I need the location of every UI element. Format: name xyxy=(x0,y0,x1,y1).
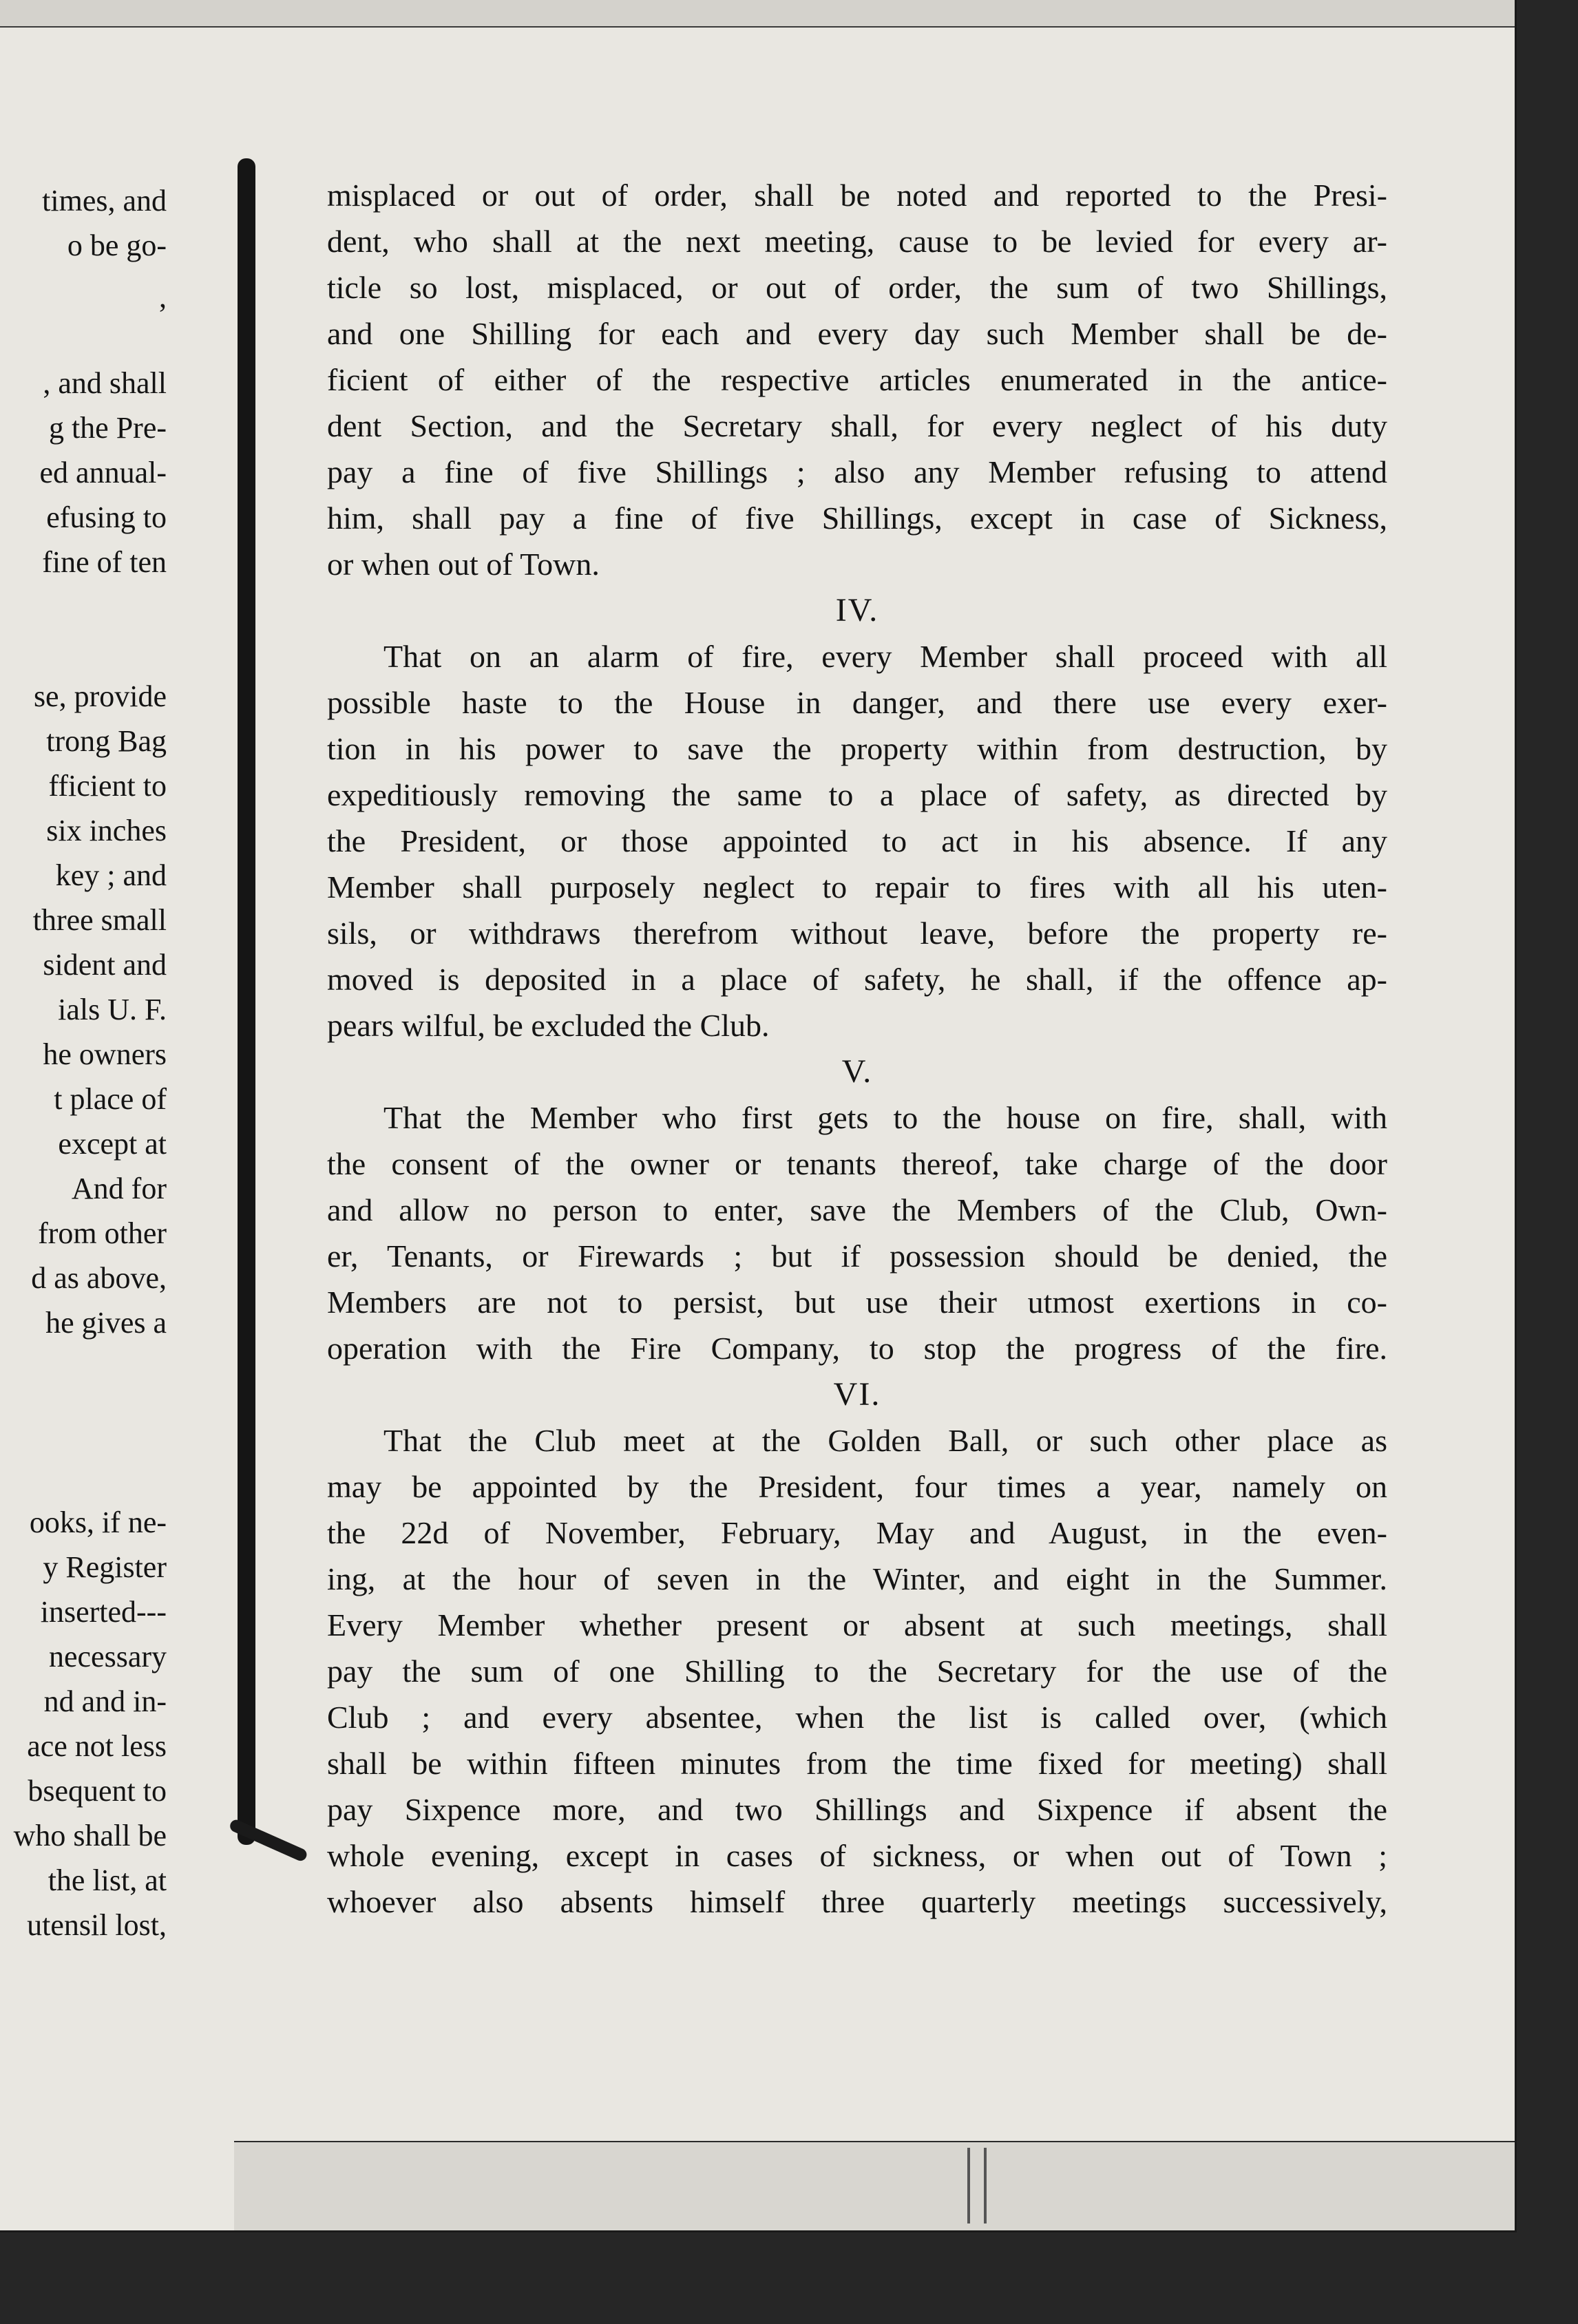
left-column-line: three small xyxy=(32,903,167,937)
text-line: Member shall purposely neglect to repair to fires with all his uten- xyxy=(327,869,1387,905)
left-column-line: trong Bag xyxy=(46,724,167,758)
main-text-column xyxy=(327,172,1387,1925)
top-page-edge xyxy=(0,0,1515,28)
left-column-line: six inches xyxy=(46,814,167,847)
section-heading: VI. xyxy=(833,1376,881,1413)
text-line: That the Club meet at the Golden Ball, or such other place as xyxy=(383,1423,1387,1458)
text-line: dent, who shall at the next meeting, cause to be levied for every ar- xyxy=(327,224,1387,259)
text-line: shall be within fifteen minutes from the time fixed for meeting) shall xyxy=(327,1746,1387,1781)
left-column-line: utensil lost, xyxy=(27,1908,167,1942)
text-line: Members are not to persist, but use their utmost exertions in co- xyxy=(327,1285,1387,1320)
section-heading: IV. xyxy=(835,592,879,628)
text-line: possible haste to the House in danger, and there use every exer- xyxy=(327,685,1387,720)
text-line: Club ; and every absentee, when the list is called over, (which xyxy=(327,1700,1387,1735)
left-column-line: ace not less xyxy=(27,1729,167,1763)
section-heading: V. xyxy=(841,1053,873,1090)
text-line: That on an alarm of fire, every Member shall proceed with all xyxy=(383,639,1387,674)
left-column-fragment xyxy=(0,176,172,1965)
left-column-line: o be go- xyxy=(67,229,167,262)
left-column-line: t place of xyxy=(54,1082,167,1116)
text-line: may be appointed by the President, four times a year, namely on xyxy=(327,1469,1387,1504)
bottom-page-edge xyxy=(234,2141,1515,2232)
text-line: sils, or withdraws therefrom without leave, before the property re- xyxy=(327,916,1387,951)
text-line: or when out of Town. xyxy=(327,547,600,582)
left-column-line: And for xyxy=(71,1172,167,1205)
left-column-line: fine of ten xyxy=(42,545,167,579)
text-line: pay the sum of one Shilling to the Secretary for the use of the xyxy=(327,1654,1387,1689)
left-column-line: bsequent to xyxy=(28,1774,167,1808)
left-column-line: key ; and xyxy=(55,858,167,892)
left-column-line: g the Pre- xyxy=(48,411,167,445)
left-column-line: nd and in- xyxy=(43,1684,167,1718)
text-line: moved is deposited in a place of safety, he shall, if the offence ap- xyxy=(327,962,1387,997)
text-line: and allow no person to enter, save the Members of the Club, Own- xyxy=(327,1192,1387,1227)
binding-gutter xyxy=(238,158,255,1845)
left-column-line: ed annual- xyxy=(39,456,167,489)
text-line: ticle so lost, misplaced, or out of order, the sum of two Shillings, xyxy=(327,270,1387,305)
left-column-line: , xyxy=(159,280,167,314)
left-column-line: ooks, if ne- xyxy=(29,1506,167,1539)
left-column-line: he owners xyxy=(43,1037,167,1071)
text-line: expeditiously removing the same to a place of safety, as directed by xyxy=(327,777,1387,812)
left-column-line: d as above, xyxy=(31,1261,167,1295)
left-column-line: inserted--- xyxy=(40,1595,167,1629)
text-line: pears wilful, be excluded the Club. xyxy=(327,1008,770,1043)
text-line: pay Sixpence more, and two Shillings and Sixpence if absent the xyxy=(327,1792,1387,1827)
text-line: and one Shilling for each and every day such Member shall be de- xyxy=(327,316,1387,351)
text-line: dent Section, and the Secretary shall, for every neglect of his duty xyxy=(327,408,1387,443)
text-line: the consent of the owner or tenants thereof, take charge of the door xyxy=(327,1146,1387,1181)
text-line: whoever also absents himself three quarterly meetings successively, xyxy=(327,1884,1387,1919)
left-column-line: except at xyxy=(58,1127,167,1161)
text-line: er, Tenants, or Firewards ; but if possession should be denied, the xyxy=(327,1238,1387,1274)
text-line: ing, at the hour of seven in the Winter, and eight in the Summer. xyxy=(327,1561,1387,1596)
left-column-line: ials U. F. xyxy=(58,993,167,1026)
left-column-line: fficient to xyxy=(48,769,167,803)
text-line: tion in his power to save the property within from destruction, by xyxy=(327,731,1387,766)
text-line: ficient of either of the respective articles enumerated in the antice- xyxy=(327,362,1387,397)
left-column-line: y Register xyxy=(43,1550,167,1584)
text-line: Every Member whether present or absent at such meetings, shall xyxy=(327,1607,1387,1642)
text-line: misplaced or out of order, shall be noted and reported to the Presi- xyxy=(327,178,1387,213)
text-line: pay a fine of five Shillings ; also any Member refusing to attend xyxy=(327,454,1387,489)
text-line: the President, or those appointed to act in his absence. If any xyxy=(327,823,1387,858)
left-column-line: from other xyxy=(38,1216,167,1250)
left-column-line: , and shall xyxy=(43,366,167,400)
fold-mark xyxy=(967,2148,987,2223)
left-column-line: he gives a xyxy=(45,1306,167,1340)
text-line: operation with the Fire Company, to stop the progress of the fire. xyxy=(327,1331,1387,1366)
left-column-line: who shall be xyxy=(13,1819,167,1852)
left-column-line: necessary xyxy=(48,1640,167,1673)
left-column-line: the list, at xyxy=(48,1863,167,1897)
left-column-line: times, and xyxy=(42,184,167,218)
text-line: whole evening, except in cases of sickness, or when out of Town ; xyxy=(327,1838,1387,1873)
text-line: That the Member who first gets to the house on fire, shall, with xyxy=(383,1100,1387,1135)
left-column-line: sident and xyxy=(43,948,167,982)
left-column-line: se, provide xyxy=(33,679,167,713)
left-column-line: efusing to xyxy=(46,500,167,534)
text-line: him, shall pay a fine of five Shillings, except in case of Sickness, xyxy=(327,500,1387,536)
text-line: the 22d of November, February, May and August, in the even- xyxy=(327,1515,1387,1550)
